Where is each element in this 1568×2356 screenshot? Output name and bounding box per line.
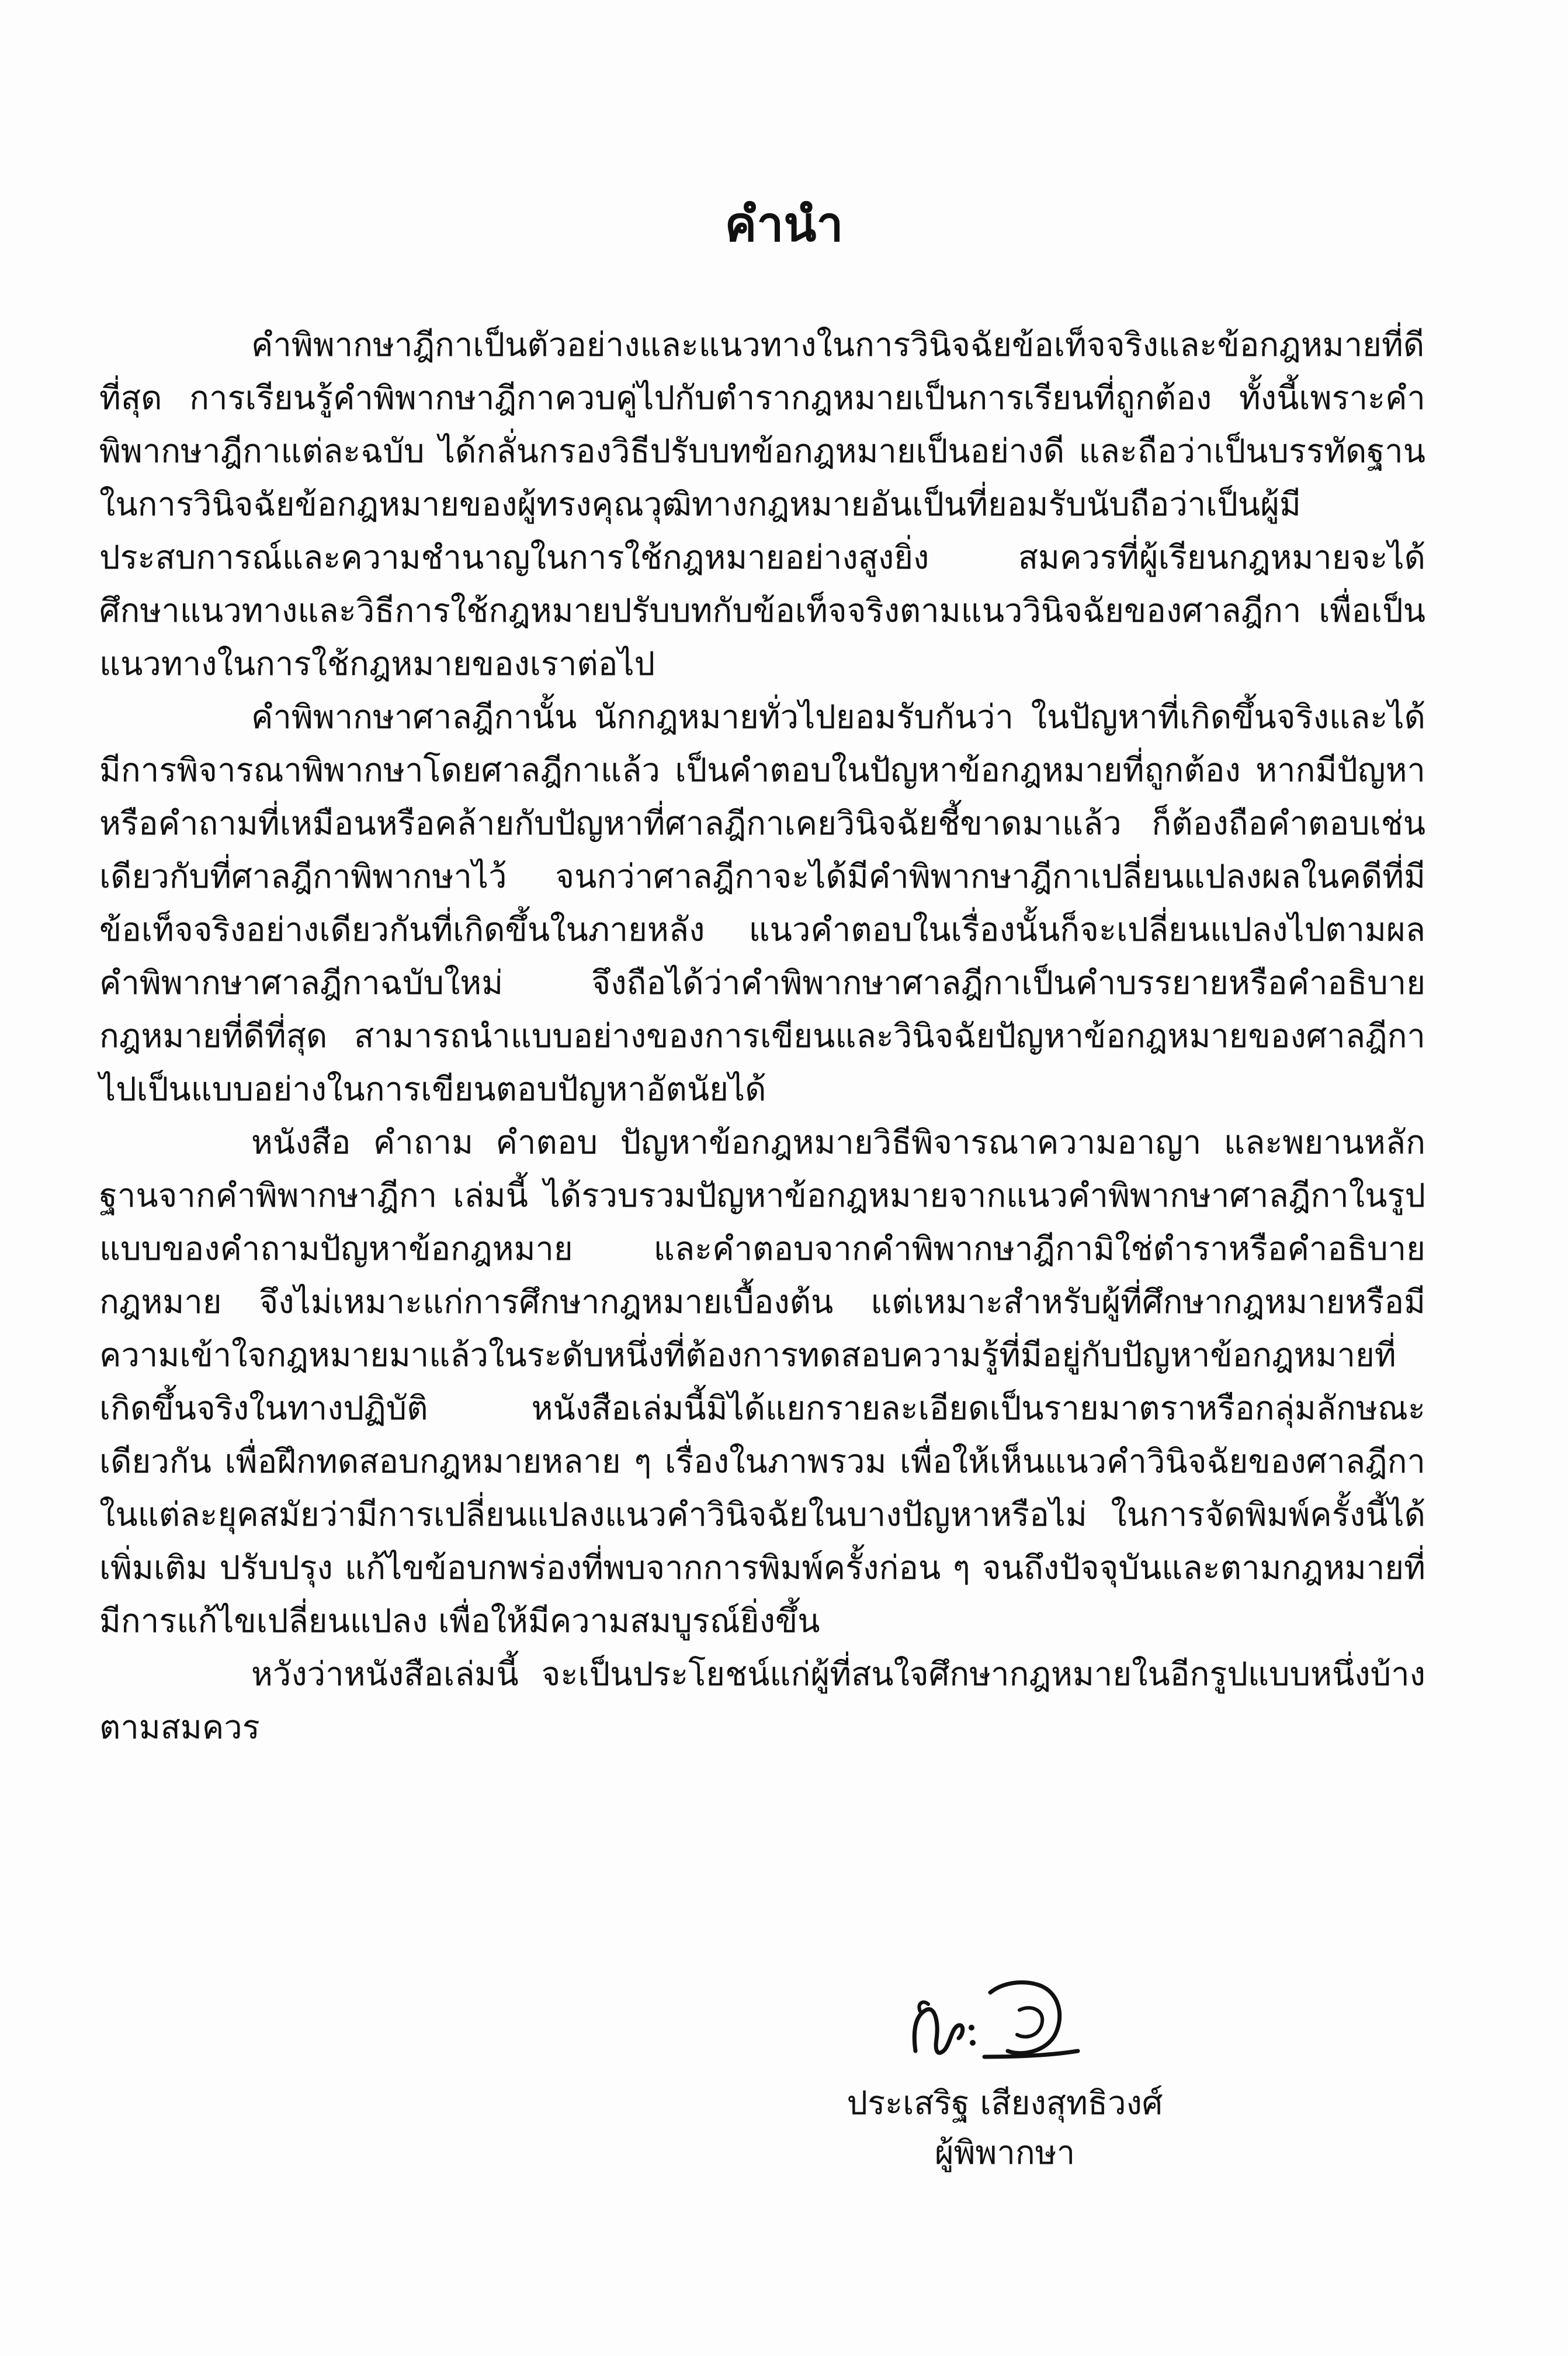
paragraph-3: หนังสือ คำถาม คำตอบ ปัญหาข้อกฎหมายวิธีพิจารณาความอาญา และพยานหลักฐานจากคำพิพากษาฎีกา เล่มนี้ ได้รวบรวมปัญหาข้อกฎหมายจากแนวคำพิพากษาศาลฎีกาในรูปแบบของคำถามปัญหาข้อกฎหมาย และคำตอบจากคำพิพากษาฎีกามิใช่ตำราหรือคำอธิบายกฎหมาย จึงไม่เหมาะแก่การศึกษากฎหมายเบื้องต้น แต่เหมาะสำหรับผู้ที่ศึกษากฎหมายหรือมีความเข้าใจกฎหมายมาแล้วในระดับหนึ่งที่ต้องการทดสอบความรู้ที่มีอยู่กับปัญหาข้อกฎหมายที่เกิดขึ้นจริงในทางปฏิบัติ หนังสือเล่มนี้มิได้แยกรายละเอียดเป็นรายมาตราหรือกลุ่มลักษณะเดียวกัน เพื่อฝึกทดสอบกฎหมายหลาย ๆ เรื่องในภาพรวม เพื่อให้เห็นแนวคำวินิจฉัยของศาลฎีกาในแต่ละยุคสมัยว่ามีการเปลี่ยนแปลงแนวคำวินิจฉัยในบางปัญหาหรือไม่ ในการจัดพิมพ์ครั้งนี้ได้เพิ่มเติม ปรับปรุง แก้ไขข้อบกพร่องที่พบจากการพิมพ์ครั้งก่อน ๆ จนถึงปัจจุบันและตามกฎหมายที่มีการแก้ไขเปลี่ยนแปลง เพื่อให้มีความสมบูรณ์ยิ่งขึ้น	[99, 1124, 1425, 1640]
document-body	[99, 318, 1425, 1754]
signer-role: ผู้พิพากษา	[934, 2134, 1076, 2172]
paragraph-4: หวังว่าหนังสือเล่มนี้ จะเป็นประโยชน์แก่ผู้ที่สนใจศึกษากฎหมายในอีกรูปแบบหนึ่งบ้างตามสมควร	[99, 1655, 1425, 1747]
handwritten-signature-icon	[903, 1969, 1090, 2069]
paragraph-2: คำพิพากษาศาลฎีกานั้น นักกฎหมายทั่วไปยอมรับกันว่า ในปัญหาที่เกิดขึ้นจริงและได้มีการพิจารณาพิพากษาโดยศาลฎีกาแล้ว เป็นคำตอบในปัญหาข้อกฎหมายที่ถูกต้อง หากมีปัญหาหรือคำถามที่เหมือนหรือคล้ายกับปัญหาที่ศาลฎีกาเคยวินิจฉัยชี้ขาดมาแล้ว ก็ต้องถือคำตอบเช่นเดียวกับที่ศาลฎีกาพิพากษาไว้ จนกว่าศาลฎีกาจะได้มีคำพิพากษาฎีกาเปลี่ยนแปลงผลในคดีที่มีข้อเท็จจริงอย่างเดียวกันที่เกิดขึ้นในภายหลัง แนวคำตอบในเรื่องนั้นก็จะเปลี่ยนแปลงไปตามผลคำพิพากษาศาลฎีกาฉบับใหม่ จึงถือได้ว่าคำพิพากษาศาลฎีกาเป็นคำบรรยายหรือคำอธิบายกฎหมายที่ดีที่สุด สามารถนำแบบอย่างของการเขียนและวินิจฉัยปัญหาข้อกฎหมายของศาลฎีกาไปเป็นแบบอย่างในการเขียนตอบปัญหาอัตนัยได้	[99, 698, 1425, 1108]
signer-name: ประเสริฐ เสียงสุทธิวงศ์	[847, 2084, 1163, 2122]
paragraph-1: คำพิพากษาฎีกาเป็นตัวอย่างและแนวทางในการวินิจฉัยข้อเท็จจริงและข้อกฎหมายที่ดีที่สุด การเรียนรู้คำพิพากษาฎีกาควบคู่ไปกับตำรากฎหมายเป็นการเรียนที่ถูกต้อง ทั้งนี้เพราะคำพิพากษาฎีกาแต่ละฉบับ ได้กลั่นกรองวิธีปรับบทข้อกฎหมายเป็นอย่างดี และถือว่าเป็นบรรทัดฐานในการวินิจฉัยข้อกฎหมายของผู้ทรงคุณวุฒิทางกฎหมายอันเป็นที่ยอมรับนับถือว่าเป็นผู้มีประสบการณ์และความชำนาญในการใช้กฎหมายอย่างสูงยิ่ง สมควรที่ผู้เรียนกฎหมายจะได้ศึกษาแนวทางและวิธีการใช้กฎหมายปรับบทกับข้อเท็จจริงตามแนววินิจฉัยของศาลฎีกา เพื่อเป็นแนวทางในการใช้กฎหมายของเราต่อไป	[99, 326, 1425, 683]
document-title: คำนำ	[724, 197, 844, 252]
